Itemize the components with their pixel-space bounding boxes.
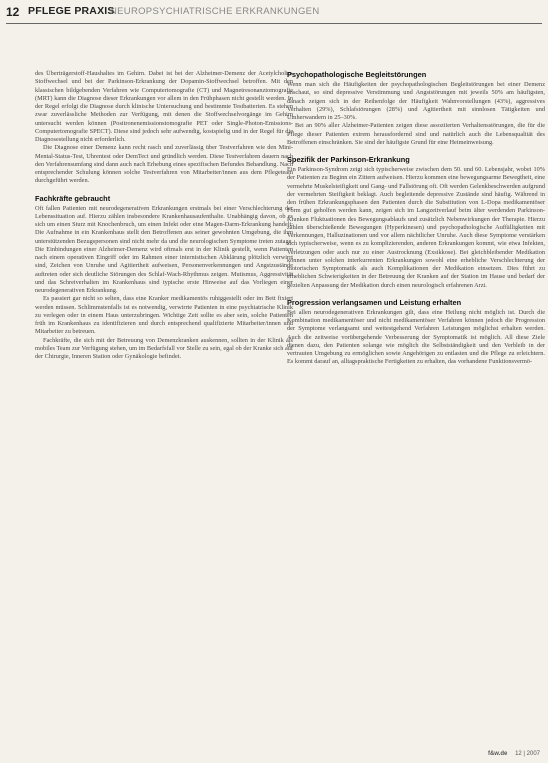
left-column [35,70,293,361]
page-number: 12 [6,5,20,19]
footer-issue: 12 | 2007 [515,751,540,757]
page-header [0,0,548,28]
paragraph: Bei allen neurodegenerativen Erkrankungen gilt, dass eine Heilung nicht möglich ist. Durch die Kombination medikamentöser und nicht medikamentöser Verfahren können jedoch die Progression der Symptome verlangsamt und weitestgehend Verfahren Leistungen möglichst erhalten werden. Auch die zeitweise vorübergehende Verbesserung der Symptomatik ist möglich. All diese Ziele dienen dazu, den Patienten solange wie möglich die Selbstständigkeit und den Verbleib in der vertrauten Umgebung zu ermöglichen sowie Angehörigen zu entlasten und die Pflege zu erleichtern. Es kommt darauf an, alltagspraktische Fertigkeiten zu erhalten, das vorhandene Funktionsvermö- [287,308,545,366]
paragraph: Wenn man sich die Häufigkeiten der psychopathologischen Begleitstörungen bei einer Demenz anschaut, so sind depressive Verstimmung und Angststörungen mit jeweils 50% am häufigsten, danach zeigen sich in der Reihenfolge der Häufigkeit Wahnvorstellungen (43%), aggressives Verhalten (29%), Schlafstörungen (28%) und Agitiertheit mit sinnlosen Tätigkeiten und Umherwandern in 25–30%. [287,81,545,121]
footer-brand: f&w.de [487,751,508,757]
section-heading: Progression verlangsamen und Leistung erhalten [287,297,462,307]
paragraph: Es passiert gar nicht so selten, dass eine Kranker medikamentös ruhiggestellt oder im Bett fixiert werden müssen. Schlimmstenfalls ist es notwendig, verwirrte Patienten in eine psychiatrische Klinik zu verlegen oder in einem Haus unterzubringen. Wichtige Zeit sollte es aber sein, solche Patienten früh im Krankenhaus zu identifizieren und durch entsprechend qualifizierte Mitarbeiter/innen und Mitarbeiter zu betreuen. [35,295,293,336]
header-rule [6,23,542,24]
paragraph: Ein Parkinson-Syndrom zeigt sich typischerweise zwischen dem 50. und 60. Lebensjahr, wobei 10% der Patienten zu Beginn ein Zittern aufweisen. Hierzu kommen eine bewegungsarme Bewegtheit, eine vermehrte Muskelsteifigkeit und Gang- und Fallstörung oft. Oft werden Gelenkbeschwerden aufgrund der vermehrten Steifigkeit beklagt. Auch begleitende depressive Zustände sind häufig. Während in den frühen Erkrankungsphasen den Patienten durch die Substitution von L-Dopa medikamentöser Form gut geholfen werden kann, zeigen sich im Langzeitverlauf beim älter werdenden Parkinson-Kranken Fluktuationen des Bewegungsablaufs und zusätzlich Nebenwirkungen der Therapie. Hierzu zählen überschießende Bewegungen (Hyperkinesen) und psychopathologische Auffälligkeiten mit Verkennungen, Halluzinationen und vor allem nächtlicher Unruhe. Auch diese Symptome verstärken sich typischerweise, wenn es zu komplizierenden, anderen Erkrankungen kommt, wie etwa Infekten, Verletzungen oder auch nur zu einer Austrocknung (Exsikkose). Bei gleichbleibender Medikation können unter solchen interkurrenten Erkrankungen sowohl eine erhebliche Verschlechterung der motorischen Symptomatik als auch Komplikationen der Medikation einsetzen. Dies führt zu erheblichen Schwierigkeiten in der Betreuung der Kranken auf der Station im Hause und bedarf der gezielten Anpassung der Medikation durch einen neurologisch erfahrenen Arzt. [287,166,545,289]
paragraph: Die Diagnose einer Demenz kann recht rasch und zuverlässig über Testverfahren wie den Mini-Mental-Status-Test, Uhrentest oder DemTect und gründlich werden. Diese Testverfahren dauern nach den Verfahrensumfang sind dann auch nach Erhebung eines spezifischen Befundes Behandlung. Nach entsprechender Schulung können solche Testverfahren von Mitarbeiter/innen aus dem Pflegeteam durchgeführt werden. [35,144,293,185]
paragraph: Oft fallen Patienten mit neurodegenerativen Erkrankungen erstmals bei einer Verschlechterung der Lebenssituation auf. Hierzu zählen insbesondere Krankenhausaufenthalte. Unabhängig davon, ob es sich um einen Sturz mit Knochenbruch, um einen Infekt oder eine Magen-Darm-Erkrankung handelt: Die Aufnahme in ein Krankenhaus stellt den Betroffenen aus seiner gewohnten Umgebung, die ihm unterstützenden Bezugspersonen sind nicht mehr da und die neurologischen Symptome treten zutage. Die Einbindungen einer Alzheimer-Demenz wird oftmals erst in der Klinik gestellt, wenn Patienten nach einem operativen Eingriff oder im Rahmen einer internistischen Abklärung plötzlich verwirrt sind, Zeichen von Unruhe und Agitiertheit aufweisen, Personenverkennungen und Angstzustände auftreten oder sich deutliche Störungen des Schlaf-Wach-Rhythmus zeigen. Mutismus, Aggressivität und das Schreiverhalten im Krankenhaus sind typische erste Hinweise auf das Vorliegen einer neurodegenerativen Erkrankung. [35,204,293,294]
section-heading: Psychopathologische Begleitstörungen [287,70,427,79]
section-heading: Spezifik der Parkinson-Erkrankung [287,155,410,164]
section-title: PFLEGE PRAXIS [28,5,115,17]
right-column [287,70,545,367]
section-heading: Fachkräfte gebraucht [35,193,111,203]
page-footer [488,751,540,757]
paragraph: Bei an 90% aller Alzheimer-Patienten zeigen diese assoziierten Verhaltensstörungen, die für die Pflege dieser Patienten extrem herausfordernd sind und natürlich auch die Lebensqualität des Betroffenen einschränken. Sie sind der häufigste Grund für eine Heimeinweisung. [287,122,545,146]
paragraph: Fachkräfte, die sich mit der Betreuung von Demenzkranken auskennen, sollten in der Klinik als mobiles Team zur Verfügung stehen, um im Bedarfsfall vor Stelle zu sein, egal ob der Kranke sich auf der Chirurgie, Inneren Station oder Gynäkologie befindet. [35,336,293,360]
paragraph: des Überträgerstoff-Haushaltes im Gehirn. Dabei ist bei der Alzheimer-Demenz der Acetylcholin-Stoffwechsel und bei der Parkinson-Erkrankung der Dopamin-Stoffwechsel betroffen. Mit den klassischen bildgebenden Verfahren wie Computertomografie (CT) und Magnetresonanztomografie (MRT) kann die Diagnose dieser Erkrankungen vor allem in den Frühphasen nicht gestellt werden. In der Regel erfolgt die Diagnose durch klinische Untersuchung und bestimmte Testbatterien. Es stehen zwar zuverlässliche Methoden zur Verfügung, mit denen die Stoffwechselvorgänge im Gehirn untersucht werden können (Positronenemissionstomografie PET oder Single-Photon-Emissions-Computertomografie SPECT). Diese sind jedoch sehr aufwendig, kostspielig und in der Regel für die Diagnosestellung nicht erforderlich. [35,70,293,143]
subsection-title: NEUROPSYCHIATRISCHE ERKRANKUNGEN [110,6,320,17]
